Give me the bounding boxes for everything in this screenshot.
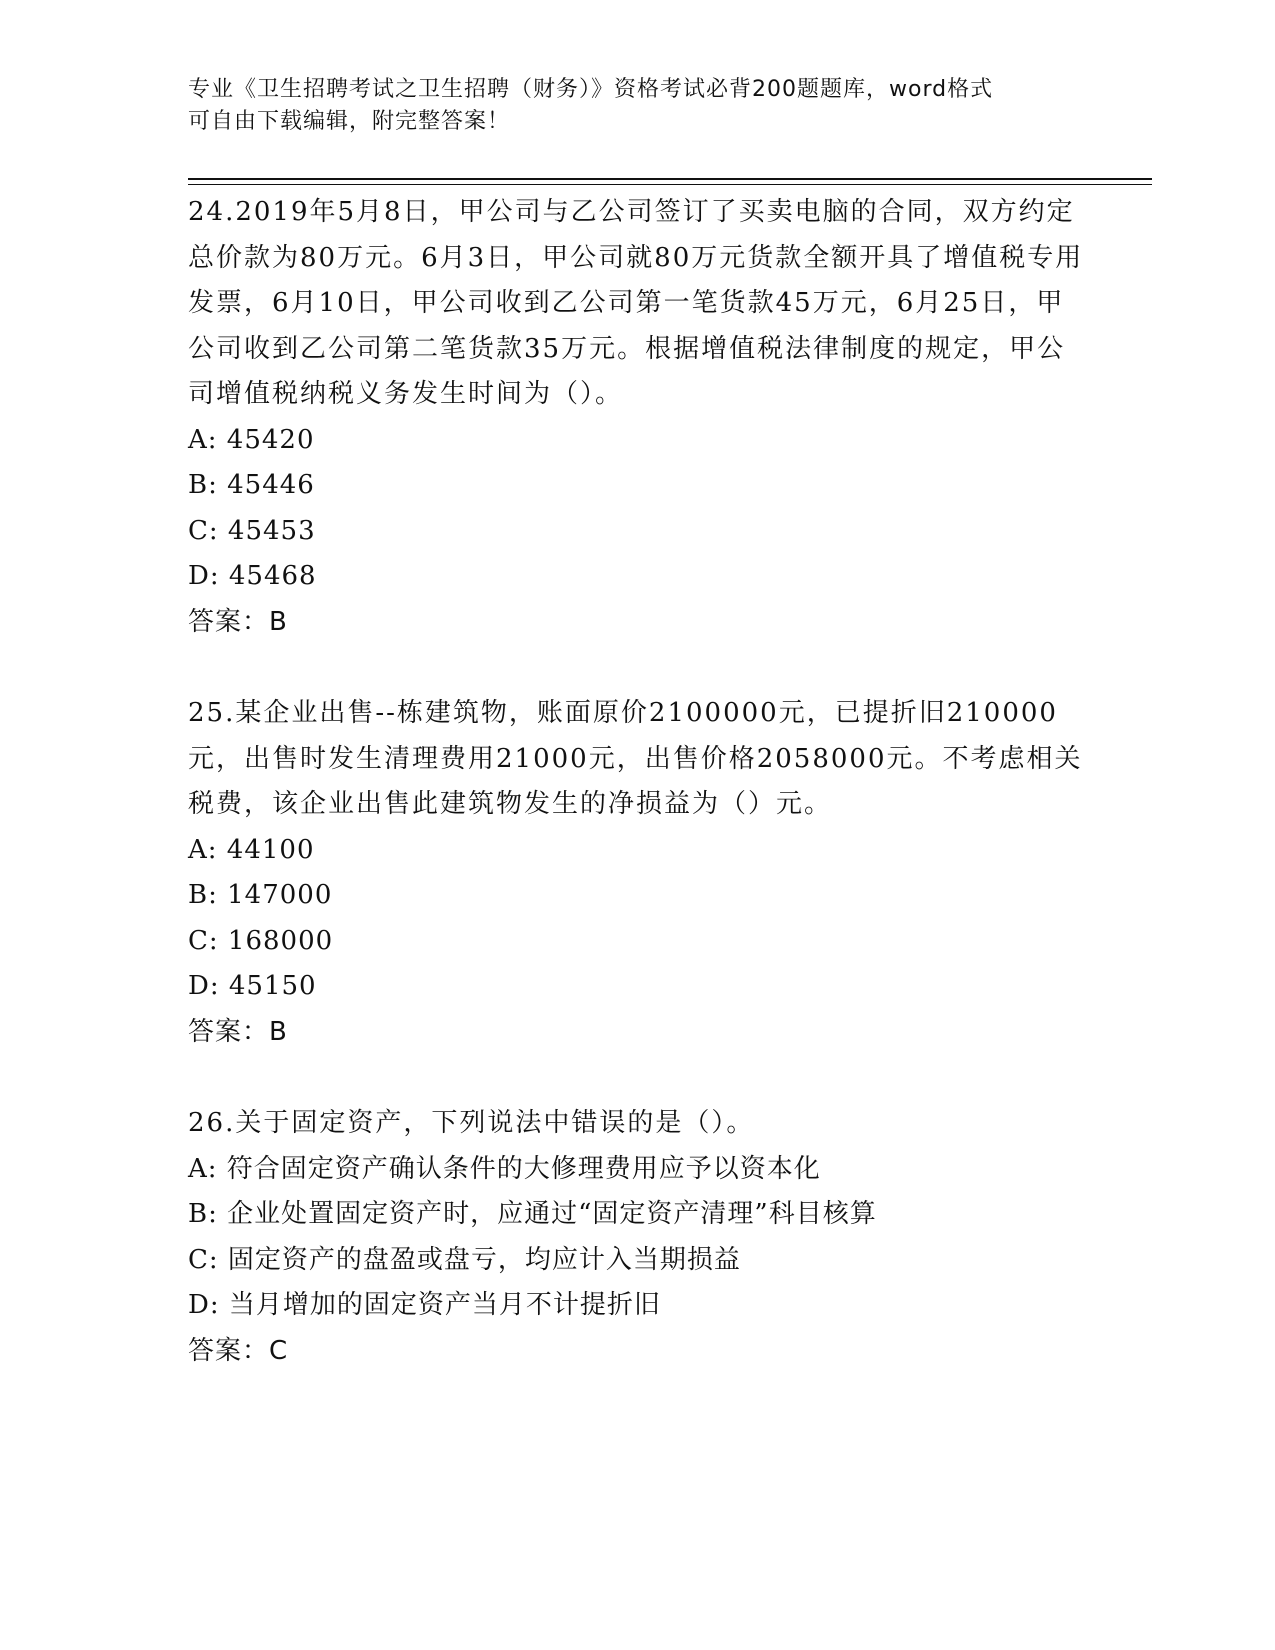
option-d: D: 45468 bbox=[188, 561, 317, 591]
question-stem: 25.某企业出售--栋建筑物，账面原价2100000元，已提折旧210000元，出售时发生清理费用21000元，出售价格2058000元。不考虑相关税费，该企业出售此建筑物发生的净损益为（）元。 bbox=[188, 698, 1083, 819]
question-list bbox=[188, 190, 1088, 1420]
header-line-1: 专业《卫生招聘考试之卫生招聘（财务）》资格考试必背200题题库，word格式 bbox=[188, 77, 994, 102]
option-b: B: 企业处置固定资产时，应通过“固定资产清理”科目核算 bbox=[188, 1199, 877, 1229]
option-c: C: 45453 bbox=[188, 515, 316, 546]
option-b: B: 45446 bbox=[188, 470, 315, 500]
question-26 bbox=[188, 1101, 1088, 1374]
question-stem: 24.2019年5月8日，甲公司与乙公司签订了买卖电脑的合同，双方约定总价款为80万元。6月3日，甲公司就80万元货款全额开具了增值税专用发票，6月10日，甲公司收到乙公司第一笔货款45万元，6月25日，甲公司收到乙公司第二笔货款35万元。根据增值税法律制度的规定，甲公司增值税纳税义务发生时间为（）。 bbox=[188, 197, 1084, 409]
header-divider-thin bbox=[188, 184, 1152, 185]
answer-line: 答案：B bbox=[188, 1016, 288, 1047]
question-stem: 26.关于固定资产，下列说法中错误的是（）。 bbox=[188, 1108, 755, 1138]
option-d: D: 45150 bbox=[188, 971, 317, 1001]
option-a: A: 44100 bbox=[188, 834, 315, 865]
document-header bbox=[188, 74, 1068, 138]
option-a: A: 45420 bbox=[188, 424, 315, 455]
header-divider-thick bbox=[188, 178, 1152, 180]
option-a: A: 符合固定资产确认条件的大修理费用应予以资本化 bbox=[188, 1153, 821, 1184]
option-c: C: 固定资产的盘盈或盘亏，均应计入当期损益 bbox=[188, 1244, 741, 1275]
header-line-2: 可自由下载编辑，附完整答案！ bbox=[188, 109, 511, 134]
answer-line: 答案：C bbox=[188, 1335, 289, 1366]
question-25 bbox=[188, 691, 1088, 1055]
answer-line: 答案：B bbox=[188, 606, 288, 637]
option-c: C: 168000 bbox=[188, 925, 334, 956]
option-b: B: 147000 bbox=[188, 880, 333, 910]
question-24 bbox=[188, 190, 1088, 645]
option-d: D: 当月增加的固定资产当月不计提折旧 bbox=[188, 1290, 661, 1320]
